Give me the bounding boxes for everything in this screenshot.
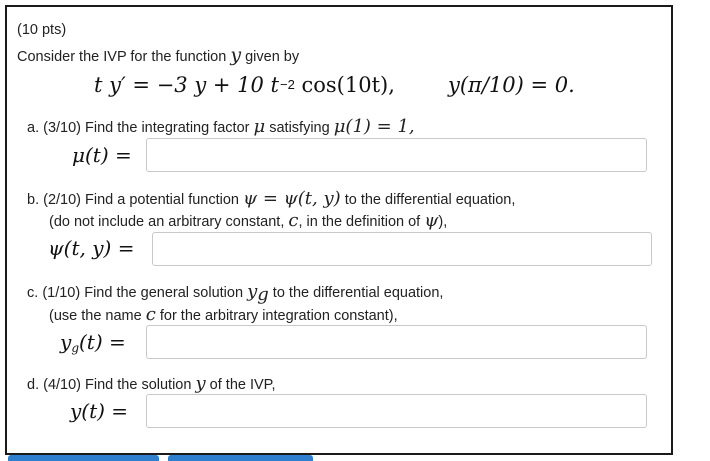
part-b-answer-label: ψ(t, y) = [48, 236, 135, 260]
part-d-answer-label: y(t) = [70, 399, 129, 423]
constant-c-symbol: c [145, 304, 156, 325]
part-b-note: (do not include an arbitrary constant, c, in the definition of ψ), [49, 210, 448, 231]
part-b-answer-input[interactable] [152, 232, 652, 266]
ode-equation [94, 73, 395, 98]
part-a-answer-label: μ(t) = [72, 143, 132, 167]
part-b-marker: b. [27, 192, 40, 208]
part-d-prompt: d. (4/10) Find the solution y of the IVP, [27, 373, 276, 394]
intro-text [17, 44, 299, 66]
ode-rhs: cos(10t), [294, 73, 395, 97]
secondary-button[interactable] [168, 455, 313, 461]
part-c-prompt: c. (1/10) Find the general solution $y_g$ to the differential equation, [27, 281, 444, 305]
psi-symbol: ψ [424, 210, 439, 231]
mu-condition: μ(1) = 1, [333, 116, 415, 137]
psi-definition: ψ = ψ(t, y) [243, 188, 341, 209]
part-c-answer-label: $y_g(t)$ = [60, 330, 126, 355]
part-d-marker: d. [27, 377, 40, 393]
mu-symbol: μ [253, 116, 266, 137]
yg-symbol: y [247, 281, 258, 302]
part-d-answer-input[interactable] [146, 394, 647, 428]
ode-exponent: −2 [279, 77, 295, 92]
part-b-prompt: b. (2/10) Find a potential function ψ = ψ(t, y) to the differential equation, [27, 188, 516, 209]
intro-before: Consider the IVP for the function [17, 49, 227, 65]
part-a-marker: a. [27, 120, 40, 136]
points-label: (10 pts) [17, 22, 67, 38]
part-a-prompt: a. (3/10) Find the integrating factor μ satisfying μ(1) = 1, [27, 116, 415, 137]
part-c-marker: c. [27, 285, 39, 301]
part-c-answer-input[interactable] [146, 325, 647, 359]
submit-button[interactable] [8, 455, 159, 461]
intro-var: y [230, 44, 242, 66]
constant-c-symbol: c [288, 210, 299, 231]
part-a-answer-input[interactable] [146, 138, 647, 172]
y-symbol: y [195, 373, 206, 394]
ode-lhs: t y′ = −3 y + 10 t [94, 73, 279, 97]
part-c-note: (use the name c for the arbitrary integration constant), [49, 304, 398, 325]
intro-after: given by [245, 49, 300, 65]
initial-condition: y(π/10) = 0. [448, 73, 575, 97]
